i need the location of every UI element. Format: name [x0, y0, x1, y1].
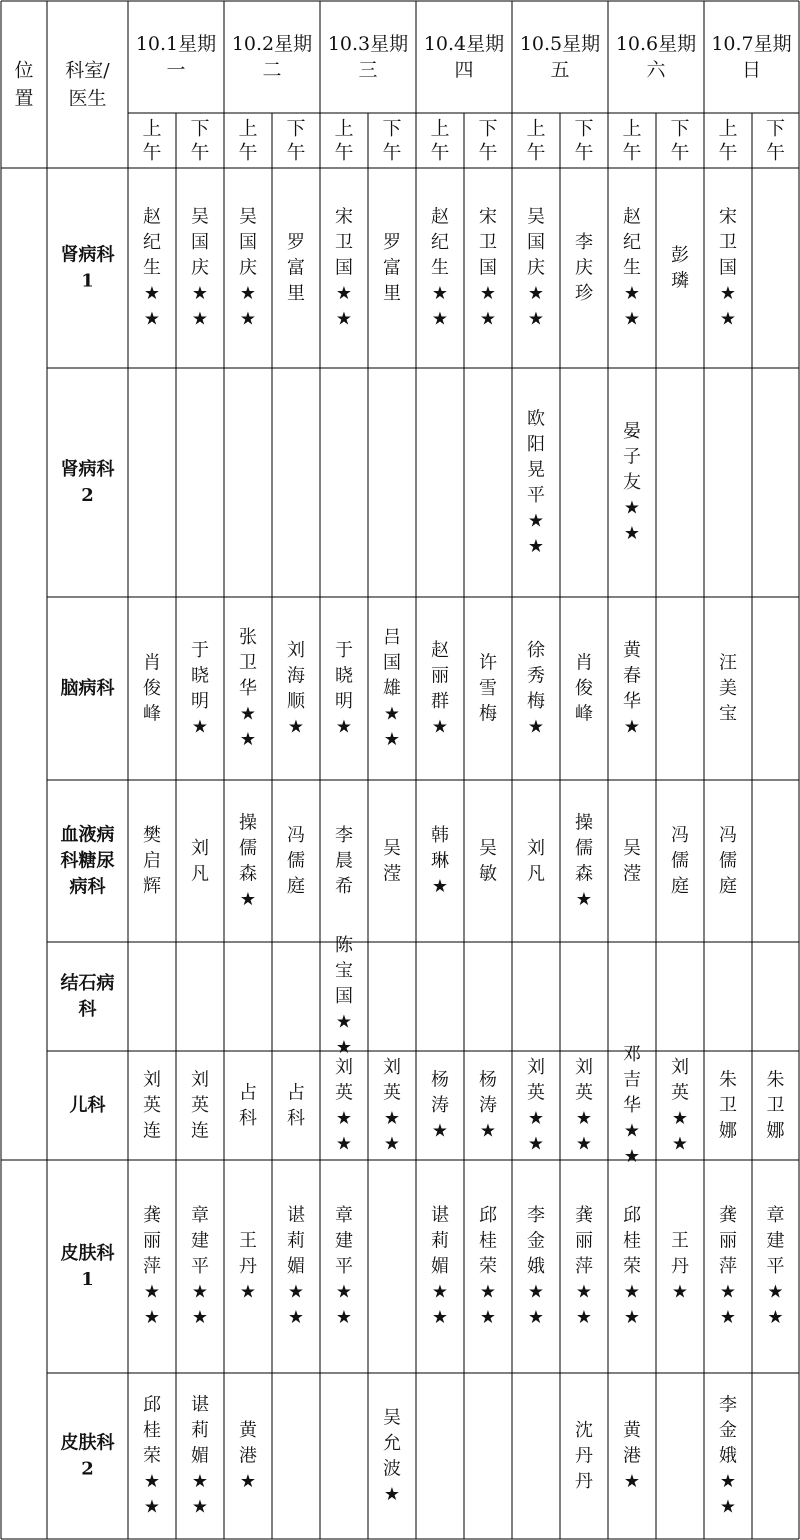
doctor-cell: 肖俊峰	[575, 652, 593, 725]
dept-label: 肾病科 1	[60, 244, 115, 292]
header-pm: 下午	[765, 117, 786, 164]
header-am: 上午	[238, 117, 258, 164]
header-pm: 下午	[190, 117, 210, 164]
doctor-cell: 沈丹丹	[575, 1420, 593, 1492]
doctor-cell: 章建平★ ★	[766, 1205, 785, 1328]
header-am: 上午	[526, 117, 546, 164]
doctor-cell: 刘英★ ★	[335, 1056, 353, 1155]
doctor-cell: 彭璘	[671, 244, 689, 292]
header-day-5: 10.5星期五	[519, 33, 601, 81]
header-pm: 下午	[286, 117, 306, 164]
doctor-cell: 宋卫国★ ★	[335, 206, 353, 330]
doctor-cell: 章建平★ ★	[335, 1205, 353, 1328]
doctor-cell: 李金娥★ ★	[527, 1205, 545, 1328]
dept-label: 脑病科	[60, 678, 115, 699]
doctor-cell: 刘凡	[527, 837, 545, 885]
doctor-cell: 龚丽萍★ ★	[575, 1205, 593, 1328]
doctor-cell: 邓吉华★ ★	[623, 1044, 641, 1167]
header-pm: 下午	[478, 117, 498, 164]
doctor-cell: 黄港★	[239, 1420, 257, 1492]
doctor-cell: 刘英★ ★	[575, 1056, 593, 1155]
doctor-cell: 邱桂荣★ ★	[623, 1205, 641, 1328]
header-day-6: 10.6星期六	[615, 33, 697, 81]
doctor-cell: 刘英连	[191, 1069, 209, 1142]
header-position: 位置	[14, 59, 34, 110]
header-am: 上午	[622, 117, 642, 164]
doctor-cell: 吴国庆★ ★	[527, 206, 545, 330]
doctor-cell: 陈宝国★ ★	[335, 935, 353, 1058]
doctor-cell: 吴敏	[479, 837, 497, 885]
dept-label: 皮肤科 1	[60, 1243, 115, 1290]
header-pm: 下午	[382, 117, 402, 164]
doctor-cell: 于晓明★	[191, 639, 209, 738]
doctor-cell: 操儒森★	[575, 812, 593, 910]
doctor-cell: 吴国庆★ ★	[191, 206, 209, 330]
doctor-cell: 赵纪生★ ★	[143, 206, 161, 330]
dept-label: 儿科	[69, 1095, 106, 1116]
doctor-cell: 吴滢	[623, 837, 641, 885]
doctor-cell: 吴允波★	[383, 1407, 401, 1505]
header-am: 上午	[142, 117, 162, 164]
header-am: 上午	[718, 117, 738, 164]
doctor-cell: 宋卫国★ ★	[479, 206, 497, 330]
header-dept-doctor: 科室/医生	[65, 59, 110, 110]
doctor-cell: 于晓明★	[335, 639, 353, 738]
doctor-cell: 王丹★	[671, 1230, 689, 1303]
doctor-cell: 刘英★ ★	[527, 1056, 545, 1155]
doctor-cell: 欧阳晃平★ ★	[527, 408, 545, 557]
dept-label: 血液病科糖尿病科	[60, 824, 115, 898]
doctor-cell: 张卫华★ ★	[239, 627, 257, 750]
doctor-cell: 肖俊峰	[143, 652, 161, 725]
doctor-cell: 刘凡	[191, 837, 209, 885]
doctor-cell: 刘英★ ★	[671, 1056, 689, 1155]
doctor-cell: 冯儒庭	[719, 825, 737, 897]
doctor-cell: 宋卫国★ ★	[719, 206, 737, 330]
doctor-cell: 谌莉媚★ ★	[191, 1394, 209, 1518]
doctor-cell: 章建平★ ★	[191, 1205, 209, 1328]
doctor-cell: 韩琳★	[431, 825, 449, 897]
dept-label: 皮肤科 2	[60, 1432, 115, 1480]
doctor-cell: 占科	[287, 1082, 305, 1129]
doctor-cell: 朱卫娜	[766, 1069, 785, 1142]
doctor-cell: 黄春华★	[623, 639, 641, 738]
doctor-cell: 罗富里	[383, 232, 401, 304]
doctor-cell: 赵丽群★	[431, 639, 449, 738]
header-pm: 下午	[574, 117, 594, 164]
doctor-cell: 冯儒庭	[671, 825, 689, 897]
doctor-cell: 邱桂荣★ ★	[479, 1205, 497, 1328]
doctor-cell: 黄港★	[623, 1420, 641, 1492]
doctor-cell: 樊启辉	[143, 825, 161, 897]
doctor-cell: 李金娥★ ★	[719, 1394, 737, 1518]
doctor-cell: 刘英连	[143, 1069, 161, 1142]
doctor-cell: 占科	[239, 1082, 257, 1129]
doctor-cell: 罗富里	[287, 232, 305, 304]
doctor-cell: 汪美宝	[719, 652, 737, 725]
doctor-cell: 刘英★ ★	[383, 1056, 401, 1155]
header-day-7: 10.7星期日	[711, 33, 792, 81]
header-am: 上午	[334, 117, 354, 164]
header-day-2: 10.2星期二	[231, 33, 313, 81]
doctor-cell: 操儒森★	[239, 812, 257, 910]
header-pm: 下午	[670, 117, 690, 164]
doctor-cell: 晏子友★ ★	[623, 421, 641, 544]
doctor-cell: 谌莉媚★ ★	[431, 1205, 449, 1328]
dept-label: 结石病科	[60, 973, 115, 1020]
doctor-cell: 徐秀梅★	[527, 639, 545, 738]
doctor-cell: 冯儒庭	[287, 825, 305, 897]
doctor-cell: 龚丽萍★ ★	[143, 1205, 161, 1328]
doctor-cell: 王丹★	[239, 1230, 257, 1303]
doctor-cell: 吴滢	[383, 837, 401, 885]
doctor-cell: 许雪梅	[479, 652, 497, 725]
header-am: 上午	[430, 117, 450, 164]
doctor-cell: 赵纪生★ ★	[431, 206, 449, 330]
dept-label: 肾病科 2	[60, 459, 115, 506]
doctor-cell: 邱桂荣★ ★	[143, 1394, 161, 1518]
header-day-3: 10.3星期三	[327, 33, 409, 81]
doctor-cell: 朱卫娜	[719, 1069, 737, 1142]
doctor-cell: 李晨希	[335, 825, 353, 897]
doctor-cell: 吴国庆★ ★	[239, 206, 257, 330]
doctor-cell: 谌莉媚★ ★	[287, 1205, 305, 1328]
doctor-cell: 李庆珍	[575, 232, 593, 304]
header-day-1: 10.1星期一	[135, 33, 217, 81]
doctor-cell: 杨涛★	[479, 1069, 497, 1142]
header-day-4: 10.4星期四	[423, 33, 505, 81]
doctor-cell: 刘海顺★	[287, 639, 305, 738]
doctor-cell: 赵纪生★ ★	[623, 206, 641, 330]
doctor-cell: 吕国雄★ ★	[383, 627, 401, 750]
doctor-cell: 龚丽萍★ ★	[719, 1205, 737, 1328]
doctor-cell: 杨涛★	[431, 1069, 449, 1142]
